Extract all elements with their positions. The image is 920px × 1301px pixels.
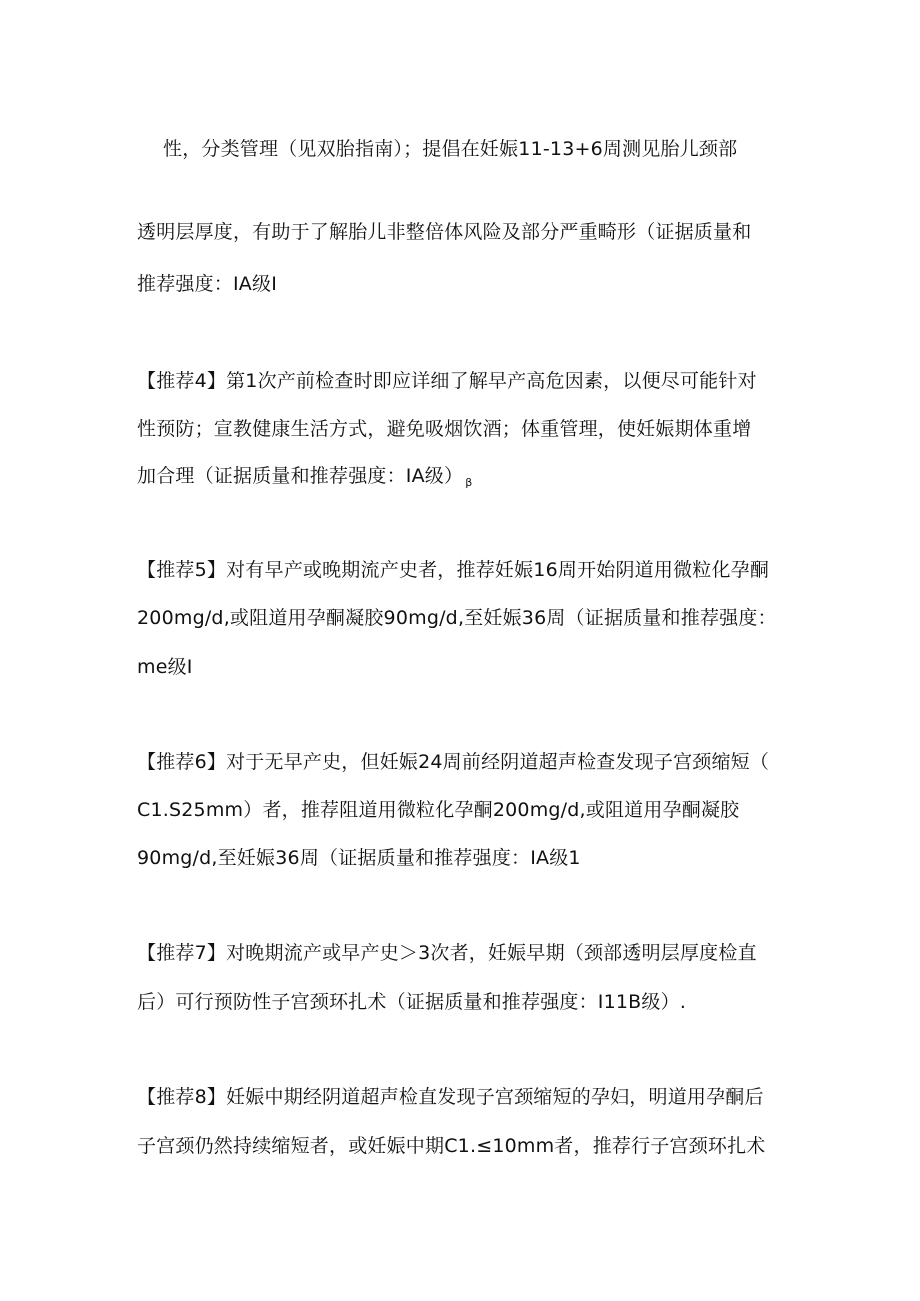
recommendation-8-line-2: 子宫颈仍然持续缩短者，或妊娠中期C1.≤10mm者，推荐行子宫颈环扎术	[137, 1135, 766, 1157]
text-line-1: 性，分类管理（见双胎指南）；提倡在妊娠11-13+6周测见胎儿颈部	[163, 138, 738, 160]
recommendation-5-line-1: 【推荐5】对有早产或晚期流产史者，推荐妊娠16周开始阴道用微粒化孕酮	[137, 559, 770, 581]
recommendation-5-line-3: me级I	[137, 656, 193, 678]
recommendation-6-line-1: 【推荐6】对于无早产史，但妊娠24周前经阴道超声检查发现子宫颈缩短（	[137, 751, 770, 773]
recommendation-4-line-2: 性预防；宣教健康生活方式，避免吸烟饮酒；体重管理，使妊娠期体重增	[137, 418, 752, 440]
recommendation-8-line-1: 【推荐8】妊娠中期经阴道超声检直发现子宫颈缩短的孕妇，明道用孕酮后	[137, 1086, 764, 1108]
recommendation-7-line-2: 后）可行预防性子宫颈环扎术（证据质量和推荐强度：I11B级）.	[137, 991, 687, 1013]
text-line-3: 推荐强度：IA级I	[137, 273, 278, 295]
recommendation-4-line-3	[137, 463, 472, 496]
recommendation-4-line-3-text: 加合理（证据质量和推荐强度：IA级）	[137, 465, 464, 487]
recommendation-4-line-1: 【推荐4】第1次产前检查时即应详细了解早产高危因素，以便尽可能针对	[137, 370, 757, 392]
recommendation-6-line-3: 90mg/d,至妊娠36周（证据质量和推荐强度：IA级1	[137, 847, 581, 869]
recommendation-5-line-2: 200mg/d,或阻道用孕酮凝胶90mg/d,至妊娠36周（证据质量和推荐强度：	[137, 607, 777, 629]
text-line-2: 透明层厚度，有助于了解胎儿非整倍体风险及部分严重畸形（证据质量和	[137, 221, 752, 243]
recommendation-6-line-2: C1.S25mm）者，推荐阻道用微粒化孕酮200mg/d,或阻道用孕酮凝胶	[137, 799, 740, 821]
subscript-mark: β	[465, 476, 473, 489]
recommendation-7-line-1: 【推荐7】对晚期流产或早产史＞3次者，妊娠早期（颈部透明层厚度检直	[137, 942, 757, 964]
